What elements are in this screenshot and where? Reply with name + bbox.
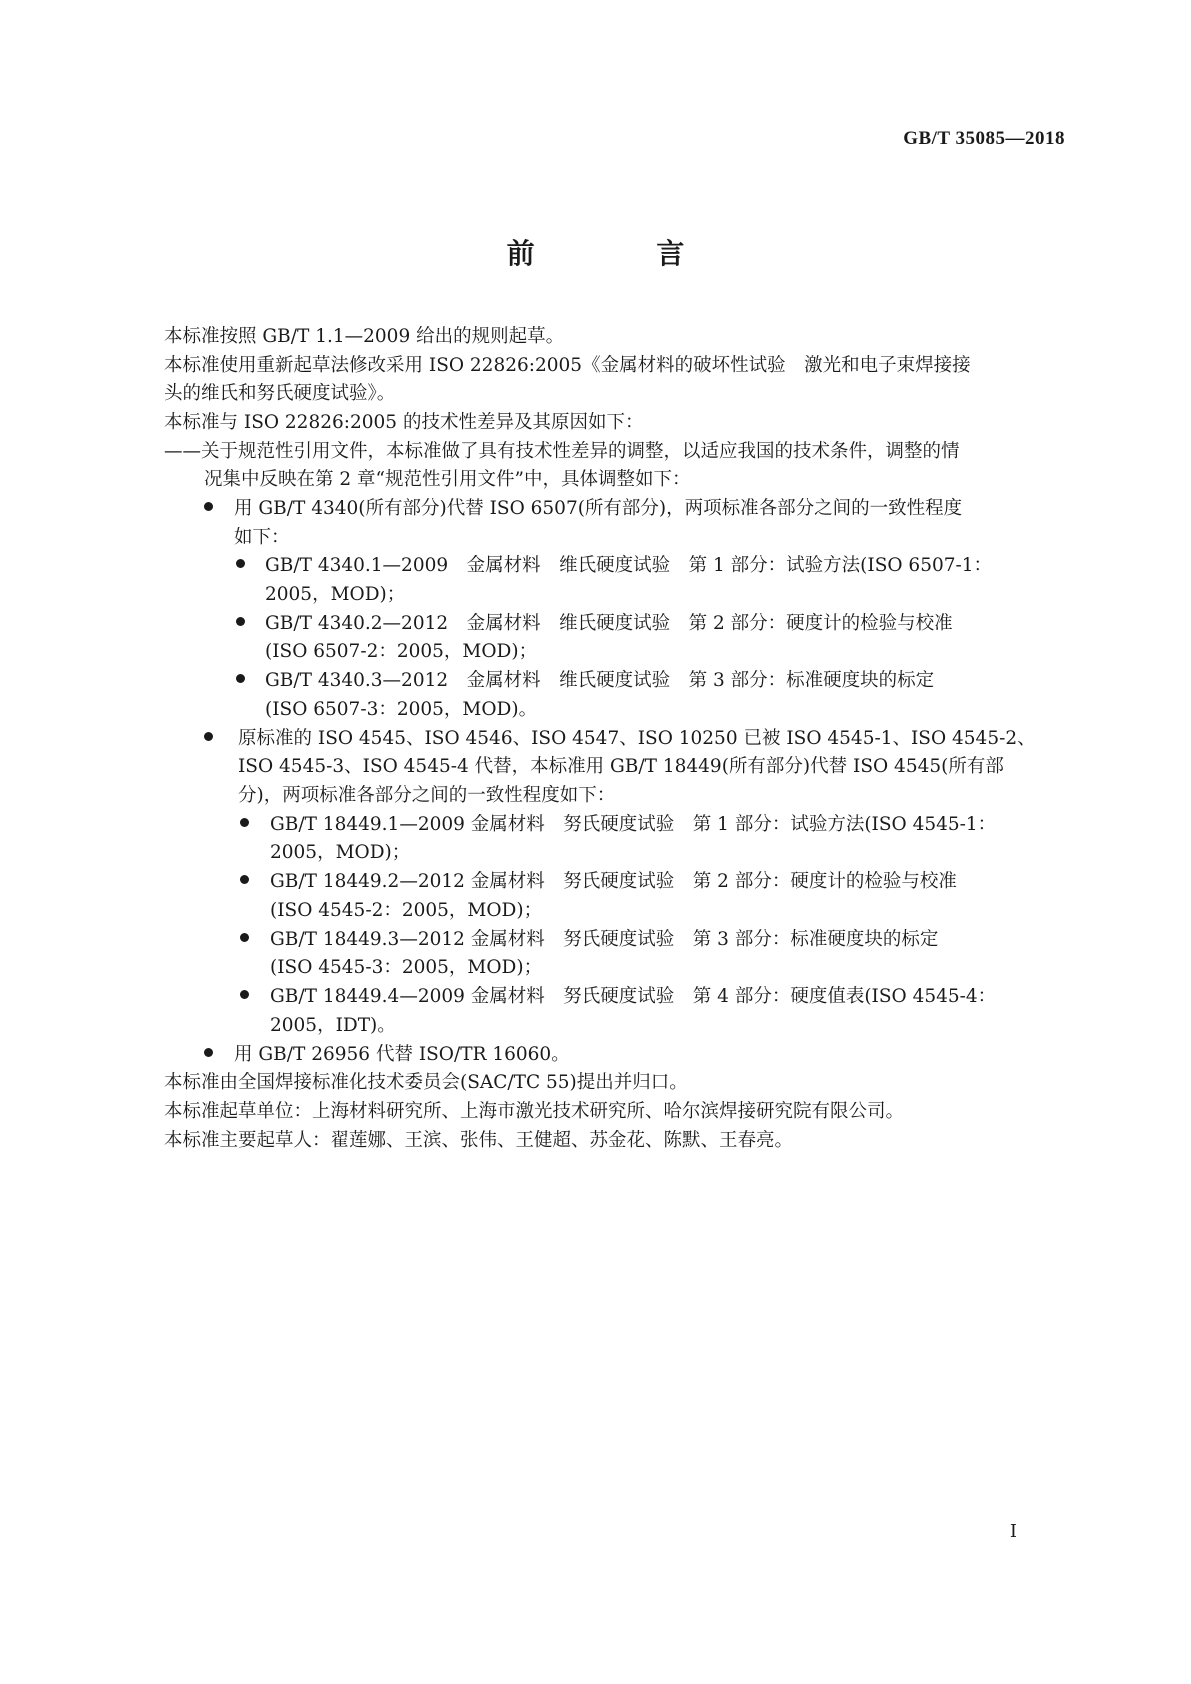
bullet-icon — [240, 818, 249, 827]
line-26: 用 GB/T 26956 代替 ISO/TR 16060。 — [234, 1044, 570, 1065]
line-19: 2005，MOD)； — [270, 842, 411, 863]
line-23: (ISO 4545-3：2005，MOD)； — [270, 957, 543, 978]
line-20: GB/T 18449.2—2012 金属材料 努氏硬度试验 第 2 部分：硬度计的检验与校准 — [270, 871, 957, 892]
line-5: ——关于规范性引用文件，本标准做了具有技术性差异的调整，以适应我国的技术条件，调整的情 — [164, 441, 960, 462]
bullet-icon — [204, 1048, 213, 1057]
line-18: GB/T 18449.1—2009 金属材料 努氏硬度试验 第 1 部分：试验方法(ISO 4545-1： — [270, 814, 997, 835]
bullet-icon — [240, 875, 249, 884]
line-15: 原标准的 ISO 4545、ISO 4546、ISO 4547、ISO 10250 已被 ISO 4545-1、ISO 4545-2、 — [238, 728, 1036, 749]
page-title: 前 言 — [506, 237, 741, 270]
bullet-icon — [240, 990, 249, 999]
document-code: GB/T 35085—2018 — [903, 128, 1065, 149]
line-10: 2005，MOD)； — [265, 584, 406, 605]
bullet-icon — [204, 732, 213, 741]
line-14: (ISO 6507-3：2005，MOD)。 — [265, 699, 538, 720]
line-7: 用 GB/T 4340(所有部分)代替 ISO 6507(所有部分)，两项标准各部分之间的一致性程度 — [234, 498, 963, 519]
line-28: 本标准起草单位：上海材料研究所、上海市激光技术研究所、哈尔滨焊接研究院有限公司。 — [164, 1101, 905, 1122]
line-29: 本标准主要起草人：翟莲娜、王滨、张伟、王健超、苏金花、陈默、王春亮。 — [164, 1130, 794, 1151]
line-4: 本标准与 ISO 22826:2005 的技术性差异及其原因如下： — [164, 412, 644, 433]
line-16: ISO 4545-3、ISO 4545-4 代替，本标准用 GB/T 18449(所有部分)代替 ISO 4545(所有部 — [238, 756, 1004, 777]
line-21: (ISO 4545-2：2005，MOD)； — [270, 900, 543, 921]
line-12: (ISO 6507-2：2005，MOD)； — [265, 641, 538, 662]
line-2: 本标准使用重新起草法修改采用 ISO 22826:2005《金属材料的破坏性试验 激光和电子束焊接接 — [164, 355, 971, 376]
line-1: 本标准按照 GB/T 1.1—2009 给出的规则起草。 — [164, 326, 565, 347]
bullet-icon — [204, 502, 213, 511]
page-number: I — [1009, 1521, 1017, 1542]
bullet-icon — [240, 933, 249, 942]
line-11: GB/T 4340.2—2012 金属材料 维氏硬度试验 第 2 部分：硬度计的检验与校准 — [265, 613, 953, 634]
line-8: 如下： — [234, 527, 290, 548]
bullet-icon — [236, 617, 245, 626]
line-6: 况集中反映在第 2 章“规范性引用文件”中，具体调整如下： — [204, 469, 691, 490]
line-25: 2005，IDT)。 — [270, 1015, 396, 1036]
line-17: 分)，两项标准各部分之间的一致性程度如下： — [238, 785, 616, 806]
line-22: GB/T 18449.3—2012 金属材料 努氏硬度试验 第 3 部分：标准硬度块的标定 — [270, 929, 939, 950]
line-9: GB/T 4340.1—2009 金属材料 维氏硬度试验 第 1 部分：试验方法(ISO 6507-1： — [265, 555, 993, 576]
line-13: GB/T 4340.3—2012 金属材料 维氏硬度试验 第 3 部分：标准硬度块的标定 — [265, 670, 935, 691]
bullet-icon — [236, 559, 245, 568]
bullet-icon — [236, 674, 245, 683]
line-27: 本标准由全国焊接标准化技术委员会(SAC/TC 55)提出并归口。 — [164, 1072, 688, 1093]
line-24: GB/T 18449.4—2009 金属材料 努氏硬度试验 第 4 部分：硬度值表(ISO 4545-4： — [270, 986, 997, 1007]
line-3: 头的维氏和努氏硬度试验》。 — [164, 383, 396, 404]
